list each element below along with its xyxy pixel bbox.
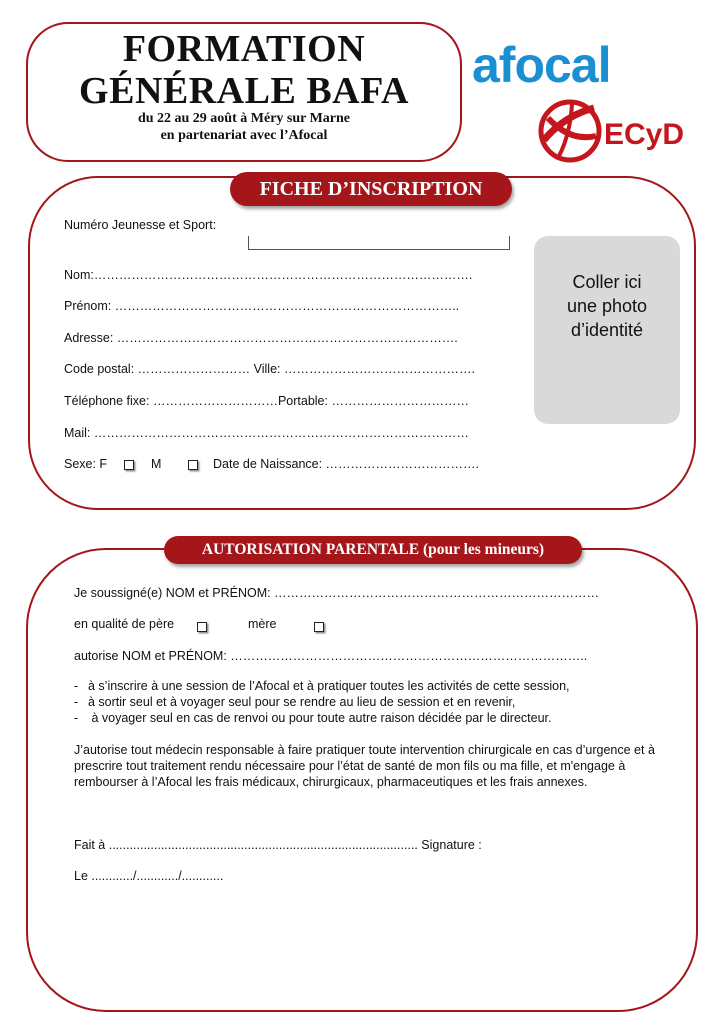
bullet-item: - à s’inscrire à une session de l’Afocal et à pratiquer toutes les activités de cette session, [74, 679, 570, 693]
ecyd-globe-icon [541, 102, 599, 160]
sexe-label: Sexe: F [64, 457, 108, 471]
mail-field[interactable]: Mail: ……………………………………………………………………………… [64, 426, 469, 440]
pere-checkbox[interactable] [197, 622, 207, 632]
page-subtitle [26, 110, 462, 144]
adresse-field[interactable]: Adresse: ………………………………………………………………………. [64, 331, 458, 345]
afocal-logo-text: afocal [472, 38, 611, 90]
sexe-m-label: M [151, 457, 162, 471]
soussigne-field[interactable]: Je soussigné(e) NOM et PRÉNOM: …………………………………………………………………… [74, 586, 600, 600]
qualite-label: en qualité de père [74, 617, 175, 631]
subtitle-dates: du 22 au 29 août à Méry sur Marne [137, 111, 351, 126]
subtitle-partner: en partenariat avec l’Afocal [160, 128, 328, 143]
numero-jeunesse-input[interactable] [248, 236, 510, 250]
ecyd-logo [536, 96, 696, 166]
photo-instruction-line-1: Coller ici [572, 272, 642, 292]
sexe-m-checkbox[interactable] [188, 460, 198, 470]
date-le-field[interactable]: Le ............/............/............ [74, 869, 224, 883]
autorisation-heading: AUTORISATION PARENTALE (pour les mineurs) [164, 536, 582, 564]
medical-authorization-paragraph: J’autorise tout médecin responsable à faire pratiquer toute intervention chirurgicale en cas d’urgence et à prescrire tout traitement rendu nécessaire pour l’état de santé de mon fils ou ma fille, et m'engage à rembourser à l’Afocal les frais médicaux, chirurgicaux, pharmaceutiques et les frais annexes. [74, 743, 655, 789]
page-title [26, 28, 462, 112]
title-line-1: FORMATION [122, 28, 366, 70]
inscription-heading: FICHE D’INSCRIPTION [230, 172, 512, 206]
photo-instruction-line-3: d’identité [570, 320, 644, 340]
mere-checkbox[interactable] [314, 622, 324, 632]
nom-field[interactable]: Nom:………………………………………………………………………………. [64, 268, 473, 282]
prenom-field[interactable]: Prénom: ……………………………………………………………………….. [64, 299, 460, 313]
mere-label: mère [248, 617, 277, 631]
code-postal-ville-field[interactable]: Code postal: ……………………… Ville: ………………………………………. [64, 362, 475, 376]
numero-jeunesse-label: Numéro Jeunesse et Sport: [64, 218, 217, 232]
sexe-f-checkbox[interactable] [124, 460, 134, 470]
fait-a-signature-field[interactable]: Fait à ......................................................................................... Signature : [74, 838, 482, 852]
bullet-item: - à sortir seul et à voyager seul pour se rendre au lieu de session et en revenir, [74, 695, 516, 709]
authorization-bullets [74, 678, 674, 726]
photo-instruction-line-2: une photo [566, 296, 648, 316]
date-naissance-field[interactable]: Date de Naissance: ………………………………. [213, 457, 480, 471]
ecyd-logo-text: ECyD [604, 118, 685, 151]
autorise-field[interactable]: autorise NOM et PRÉNOM: ………………………………………………………………………….. [74, 649, 588, 663]
title-line-2: GÉNÉRALE BAFA [79, 70, 409, 112]
telephone-field[interactable]: Téléphone fixe: …………………………Portable: …………………………… [64, 394, 469, 408]
bullet-item: - à voyager seul en cas de renvoi ou pour toute autre raison décidée par le directeur. [74, 711, 552, 725]
photo-instruction [534, 270, 680, 342]
afocal-logo [472, 38, 652, 90]
